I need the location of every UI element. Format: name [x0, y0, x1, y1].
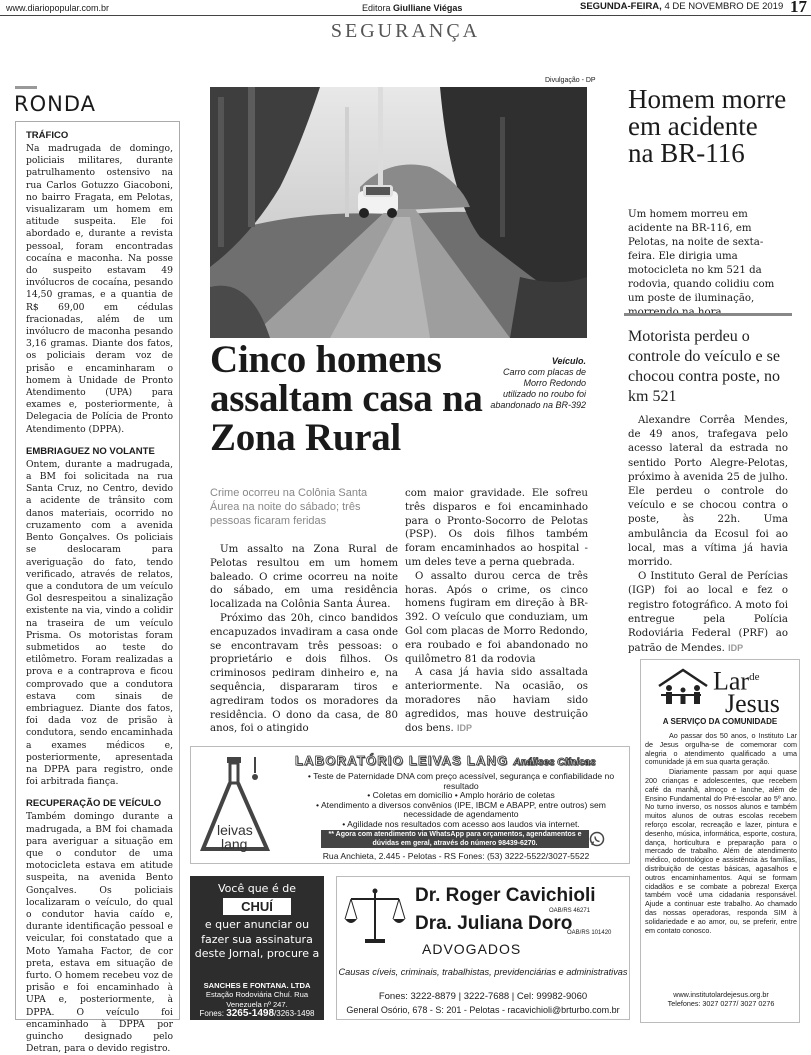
main-subheadline: Crime ocorreu na Colônia Santa Áurea na noite do sábado; três pessoas ficaram feridas	[210, 487, 368, 527]
paragraph: O Instituto Geral de Perícias (IGP) foi ao local e fez o registro fotográfico. A moto foi entregue pela Polícia Rodoviária Federal (PRF) ao patrão de Mendes. IDP	[628, 571, 788, 655]
paragraph: Alexandre Corrêa Mendes, de 49 anos, trafegava pelo acesso lateral da estrada no sentido Porto Alegre-Pelotas, próximo à avenida 25 de julho. Ele perdeu o controle do veículo e se chocou contra o poste, às 22h. Uma ambulância da Ecosul foi ao local, mas a vítima já havia morrido.	[628, 415, 788, 569]
ronda-heading: TRÁFICO	[26, 130, 69, 141]
law-areas: Causas cíveis, criminais, trabalhistas, previdenciárias e administrativas	[338, 967, 628, 977]
chui-highlight: CHUÍ	[223, 898, 291, 915]
scales-of-justice-icon	[343, 887, 407, 947]
chui-line2: e quer anunciar ou fazer sua assinatura deste Jornal, procure a	[194, 918, 320, 960]
signature: IDP	[728, 643, 744, 654]
page-number: 17	[790, 0, 807, 16]
ronda-heading: RECUPERAÇÃO DE VEÍCULO	[26, 798, 162, 810]
ronda-box	[15, 121, 180, 1055]
chui-line1: Você que é de	[218, 882, 296, 895]
photo-credit: Divulgação - DP	[545, 77, 596, 84]
list-item: • Atendimento a diversos convênios (IPE, IBCM e ABAPP, entre outros) sem necessidade de agendamento	[316, 799, 606, 820]
list-item: • Agilidade nos resultados com acesso aos laudos via internet.	[342, 818, 580, 829]
editor-credit: Editora Giulliane Viégas	[362, 3, 463, 13]
lab-whatsapp-note: ** Agora com atendimento via WhatsApp para orçamentos, agendamentos e dúvidas em geral, através do número 98439-6270.	[321, 830, 589, 848]
ronda-text: Na madrugada de domingo, policiais militares, durante patrulhamento ostensivo na rua Carlos Gotuzzo Giacoboni, no bairro Fragata, em Pelotas, visualizaram um homem em atitude suspeita. Ele foi abordado e, durante a revista pessoal, foram encontradas cocaína e maconha. Na posse do suspeito estavam 49 invólucros de cocaína, pesando 14,50 gramas, e a quantia de R$ 69,00 em cédulas fracionadas, além de um invólucro de maconha pesando 3,16 gramas. Diante dos fatos, os policiais deram voz de prisão e encaminharam o homem à Unidade de Pronto Atendimento (UPA) para exames e, posteriormente, à Delegacia de Polícia de Pronto Atendimento (DPPA).	[26, 143, 173, 435]
chui-company: SANCHES E FONTANA. LTDA	[203, 981, 311, 990]
lar-text	[645, 732, 797, 936]
photo-caption: Veículo. Carro com placas de Morro Redondo utilizado no roubo foi abandonado na BR-392	[490, 356, 586, 410]
side-intro: Um homem morreu em acidente na BR-116, em Pelotas, na noite de sexta-feira. Ele dirigia uma motocicleta no km 521 da rodovia, quando colidiu com um poste de iluminação,	[628, 209, 775, 304]
lar-de-jesus-ad	[640, 659, 800, 1023]
lab-title: LABORATÓRIO LEIVAS LANG Análises Clínicas	[295, 753, 596, 768]
rural-road-photo	[210, 87, 587, 338]
law-address: General Osório, 678 - S: 201 - Pelotas - racavichioli@brturbo.com.br	[346, 1005, 620, 1015]
list-item: • Coletas em domicílio • Amplo horário de coletas	[367, 790, 555, 801]
story-photo	[210, 87, 587, 338]
chui-phones: Fones: 3265-1498/3263-1498	[199, 1008, 315, 1019]
law-phones: Fones: 3222-8879 | 3222-7688 | Cel: 99982-9060	[378, 991, 588, 1002]
chui-address: Estação Rodoviária Chuí. Rua Venezuela nº 247.	[205, 990, 309, 1009]
lawyer-oab: OAB/RS 46271	[549, 908, 591, 914]
lar-tagline: A SERVIÇO DA COMUNIDADE	[662, 717, 778, 726]
lar-website[interactable]: www.institutolardejesus.org.br	[673, 990, 769, 999]
page-header	[0, 0, 811, 16]
lar-phones: Telefones: 3027 0277/ 3027 0276	[667, 999, 775, 1008]
main-headline: Cinco homens assaltam casa na Zona Rural	[210, 338, 483, 459]
dateline: SEGUNDA-FEIRA, 4 DE NOVEMBRO DE 2019	[580, 1, 784, 12]
ronda-text: Também domingo durante a madrugada, a BM foi chamada para averiguar a situação em que o condutor de uma motocicleta estava em atitude suspeita, na avenida Bento Gonçalves. Os policiais localizaram o veículo, do qual o condutor havia caído e, durante identificação pessoal e veicular, foi constatado que a Moto Yamaha Factor, de cor preta, estava em situação de furto. O homem recebeu voz de prisão e foi encaminhado à UPA e, posteriormente, à DPPA. O veículo foi encaminhado à DPPA por guincho designado pelo Detran, para o devido registro.	[26, 811, 173, 1055]
ronda-title: RONDA	[14, 92, 96, 116]
ronda-heading: EMBRIAGUEZ NO VOLANTE	[26, 445, 155, 457]
paragraph: com maior gravidade. Ele sofreu três disparos e foi encaminhado para o Pronto-Socorro de Pelotas (PSP). Os dois filhos também foram encaminhados ao hospital - um deles teve a perna quebrada.	[405, 488, 588, 568]
side-subhead: Motorista perdeu o controle do veículo e se chocou contra poste, no km 521	[628, 328, 780, 405]
paragraph: Próximo das 20h, cinco bandidos encapuzados invadiram a casa onde se encontravam três pessoas: o proprietário e dois filhos. Os criminosos pediram dinheiro e, na sequência, dispararam tiros e agrediram todos os moradores da residência. O dono da casa, de 80 anos, foi o atingido	[210, 612, 398, 735]
paragraph: Um assalto na Zona Rural de Pelotas resultou em um homem baleado. O crime ocorreu na noite do sábado, em uma residência localizada na Colônia Santa Áurea.	[210, 544, 398, 611]
paragraph: A casa já havia sido assaltada anteriormente. Na ocasião, os moradores não haviam sido agredidos, mas houve destruição dos bens. IDP	[405, 667, 588, 734]
paragraph: Ao passar dos 50 anos, o Instituto Lar de Jesus orgulha-se de comemorar com alegria o atendimento qualificado a uma comunidade já em sua quarta geração.	[645, 731, 797, 767]
lawyers-title: ADVOGADOS	[422, 941, 522, 957]
side-headline: Homem morre em acidente na BR-116	[628, 84, 787, 168]
section-title: SEGURANÇA	[330, 20, 481, 42]
side-rule	[624, 313, 792, 316]
lab-services	[301, 772, 621, 830]
lawyer-oab: OAB/RS 101420	[567, 930, 612, 936]
ronda-accent-bar	[15, 86, 37, 89]
lab-logo-text: leivas lang	[217, 822, 253, 852]
side-body	[628, 414, 788, 656]
site-url[interactable]: www.diariopopular.com.br	[6, 3, 110, 13]
lawyer-name: Dra. Juliana Doro	[415, 913, 573, 934]
main-body-col1	[210, 543, 398, 736]
lawyers-ad	[336, 876, 630, 1020]
whatsapp-icon	[589, 831, 605, 847]
list-item: • Teste de Paternidade DNA com preço acessível, segurança e confiabilidade no resultado	[307, 771, 615, 791]
signature: IDP	[456, 722, 472, 733]
lawyer-name: Dr. Roger Cavichioli	[415, 885, 596, 906]
paragraph: Diariamente passam por aqui quase 200 crianças e adolescentes, que recebem café da manhã, almoço e lanche, além de Ensino Fundamental do Pré-escolar ao 5º ano. No turno inverso, os nossos alunos e também muitos alunos de outras escolas recebem reforço escolar, recreação e lazer, pintura e desenho, música, informática, esporte, costura, dança, horticultura e preparação para o mercado de trabalho. Além de atendimento médico, odontológico e assistência às famílias, distribuição de cestas básicas, agasalhos e outros encaminhamentos. Aqui se formam cidadãos e se combate a pobreza! Exerça também você uma cidadania responsável. Ajude a continuar este trabalho. Ao chamado das nossas operadoras, responda SIM à solidariedade e ao amor, ou, se preferir, entre em contato conosco.	[645, 767, 797, 935]
chui-ad	[190, 876, 324, 1020]
lab-ad	[190, 746, 630, 864]
lab-address: Rua Anchieta, 2.445 - Pelotas - RS Fones: (53) 3222-5522/3027-5522	[322, 851, 590, 861]
ronda-text: Ontem, durante a madrugada, a BM foi solicitada na rua Santa Cruz, no Centro, devido a acidente de trânsito com danos materiais, ocorrido no cruzamento com a avenida Bento Gonçalves. Os policiais se deslocaram para averiguação do fato, tendo verificado, através de relatos, que a condutora de um veículo Gol desrespeitou a sinalização existente na via, vindo a colidir na traseira de um veículo Prisma. Os motoristas foram submetidos ao teste do etilômetro. Foram realizadas a prova e a contraprova e ficou comprovado que a condutora estava com sinais de embriaguez. Diante dos fatos, foi dada voz de prisão à condutora, sendo encaminhada a exames médicos e, posteriormente, apresentada na DPPA para registro, onde foi arbitrada fiança.	[26, 458, 173, 788]
lar-contact	[645, 990, 797, 1008]
main-body-col2	[405, 487, 588, 735]
lar-de-jesus-title: Lar$^{de}$ Jesus	[713, 666, 780, 718]
paragraph: O assalto durou cerca de três horas. Após o crime, os cinco homens fugiram em direção à BR-392. O veículo que conduziam, um Gol com placas de Morro Redondo, era roubado e foi abandonado no quilômetro 81 da rodovia	[405, 570, 588, 665]
